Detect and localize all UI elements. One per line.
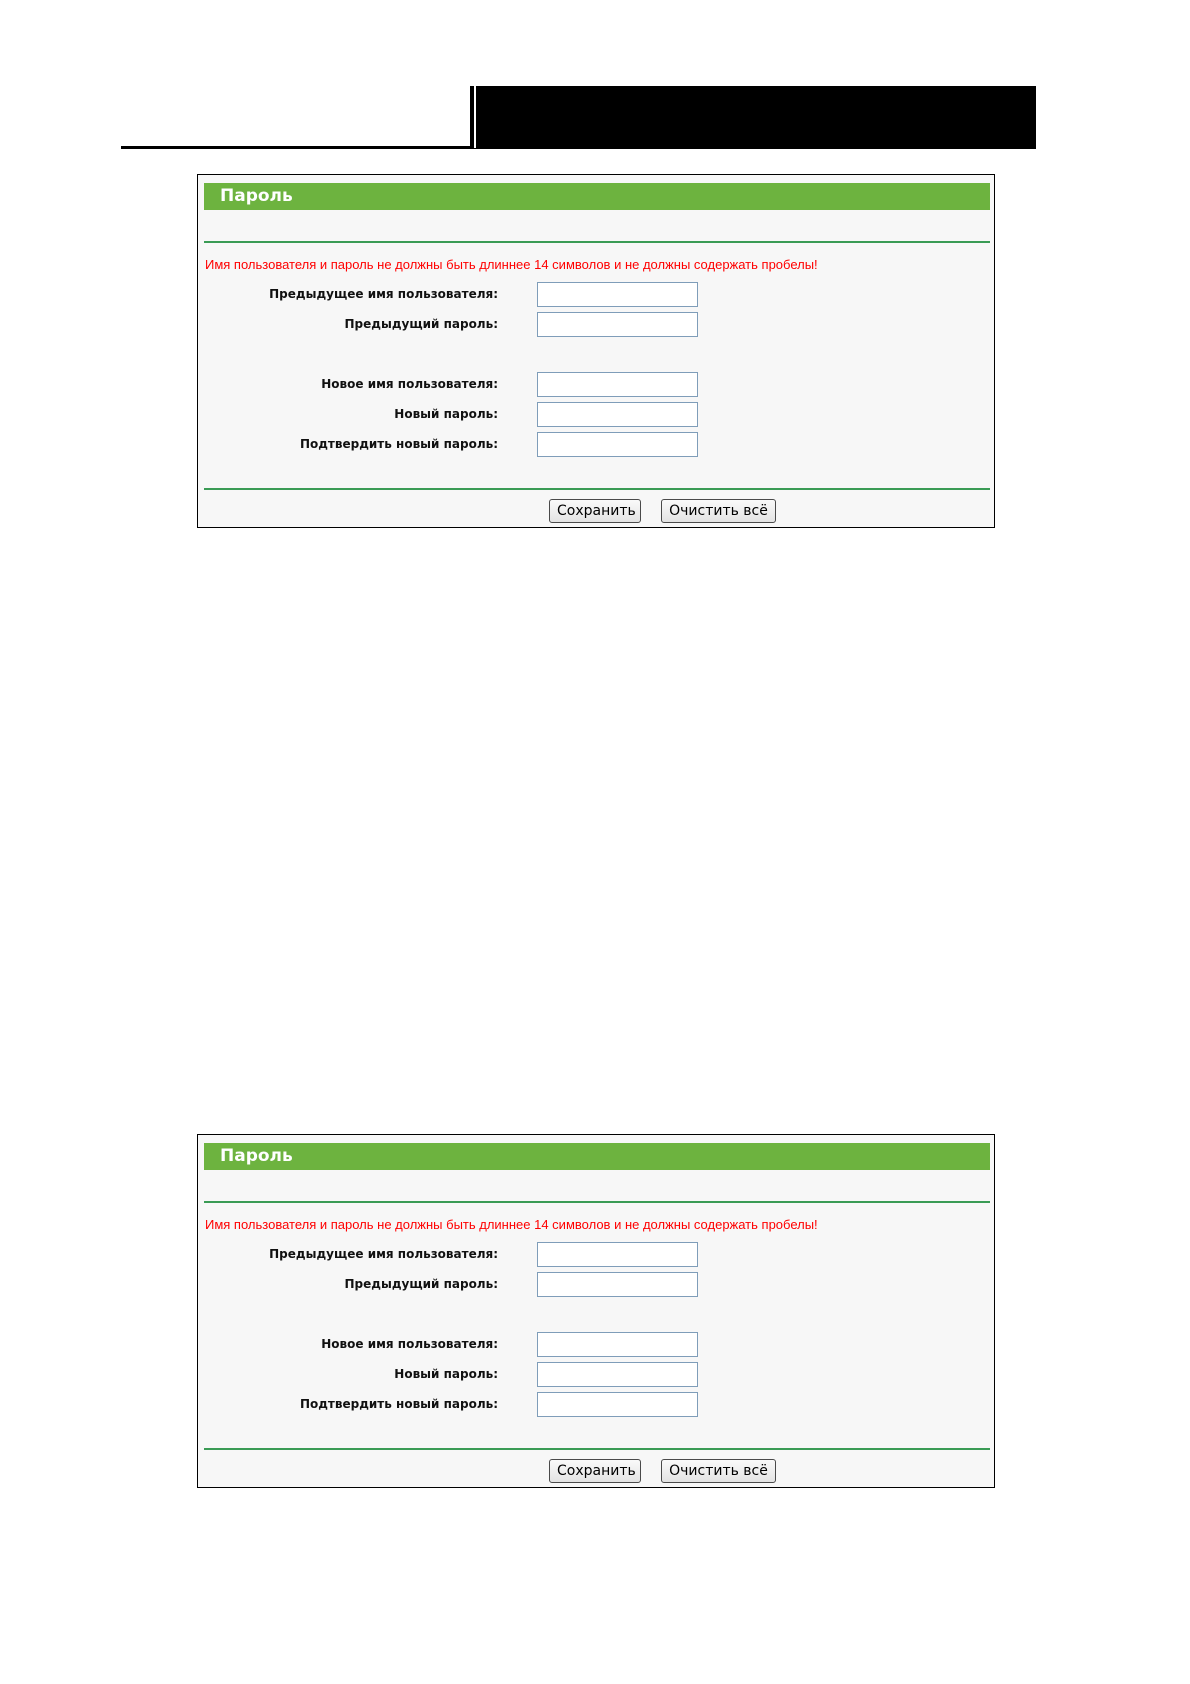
confirm-password-label: Подтвердить новый пароль:: [299, 1397, 498, 1411]
field-row-old-password: [198, 312, 996, 338]
panel-divider-bottom: [204, 1448, 990, 1450]
new-username-input[interactable]: [537, 372, 698, 397]
old-username-label: Предыдущее имя пользователя:: [269, 1247, 498, 1261]
old-username-input[interactable]: [537, 1242, 698, 1267]
save-button[interactable]: Сохранить: [549, 499, 641, 523]
warning-message: Имя пользователя и пароль не должны быть длиннее 14 символов и не должны содержать пробелы!: [205, 1217, 818, 1232]
new-username-label: Новое имя пользователя:: [321, 1337, 498, 1351]
old-username-label: Предыдущее имя пользователя:: [269, 287, 498, 301]
panel-divider-bottom: [204, 488, 990, 490]
confirm-password-label: Подтвердить новый пароль:: [299, 437, 498, 451]
panel-divider-top: [204, 1201, 990, 1203]
field-row-old-username: [198, 282, 996, 308]
new-password-input[interactable]: [537, 402, 698, 427]
clear-all-button[interactable]: Очистить всё: [661, 499, 776, 523]
panel-divider-top: [204, 241, 990, 243]
old-password-input[interactable]: [537, 1272, 698, 1297]
new-password-label: Новый пароль:: [394, 407, 498, 421]
old-username-input[interactable]: [537, 282, 698, 307]
panel-title: Пароль: [220, 186, 293, 206]
new-password-input[interactable]: [537, 1362, 698, 1387]
new-username-label: Новое имя пользователя:: [321, 377, 498, 391]
field-row-new-username: [198, 1332, 996, 1358]
save-button[interactable]: Сохранить: [549, 1459, 641, 1483]
panel-title-bar: [204, 183, 990, 210]
field-row-confirm-password: [198, 1392, 996, 1418]
field-row-old-password: [198, 1272, 996, 1298]
panel-title: Пароль: [220, 1146, 293, 1166]
page-header-block: [470, 86, 1036, 148]
old-password-input[interactable]: [537, 312, 698, 337]
old-password-label: Предыдущий пароль:: [344, 317, 498, 331]
panel-title-bar: [204, 1143, 990, 1170]
confirm-password-input[interactable]: [537, 432, 698, 457]
field-row-old-username: [198, 1242, 996, 1268]
field-row-new-password: [198, 402, 996, 428]
field-row-confirm-password: [198, 432, 996, 458]
page-header-block-divider: [474, 86, 476, 148]
password-panel: [197, 1134, 995, 1488]
warning-message: Имя пользователя и пароль не должны быть длиннее 14 символов и не должны содержать пробелы!: [205, 257, 818, 272]
password-panel: [197, 174, 995, 528]
field-row-new-password: [198, 1362, 996, 1388]
old-password-label: Предыдущий пароль:: [344, 1277, 498, 1291]
confirm-password-input[interactable]: [537, 1392, 698, 1417]
field-row-new-username: [198, 372, 996, 398]
new-username-input[interactable]: [537, 1332, 698, 1357]
new-password-label: Новый пароль:: [394, 1367, 498, 1381]
clear-all-button[interactable]: Очистить всё: [661, 1459, 776, 1483]
